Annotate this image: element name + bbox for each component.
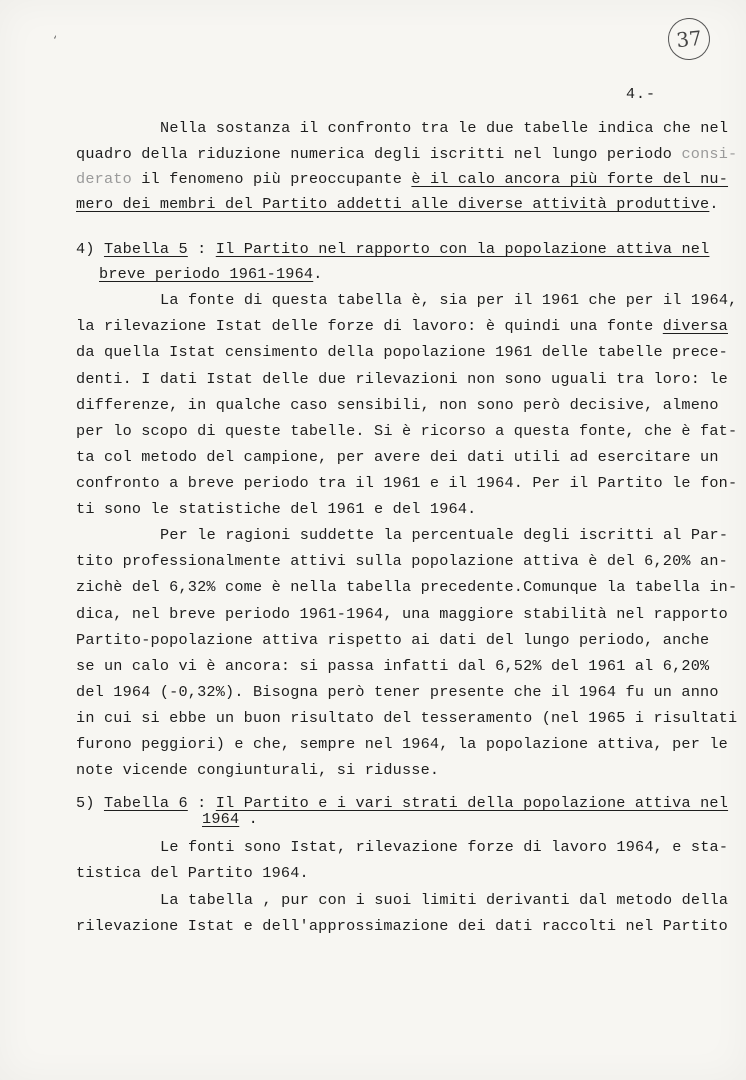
text-line: zichè del 6,32% come è nella tabella precedente.Comunque la tabella in- bbox=[76, 578, 738, 596]
text-line: Le fonti sono Istat, rilevazione forze di lavoro 1964, e sta- bbox=[160, 838, 729, 856]
page-number: 4.- bbox=[626, 86, 657, 103]
text-line: tito professionalmente attivi sulla popolazione attiva è del 6,20% an- bbox=[76, 552, 728, 570]
text-line: dica, nel breve periodo 1961-1964, una maggiore stabilità nel rapporto bbox=[76, 605, 728, 623]
text-line: La fonte di questa tabella è, sia per il 1961 che per il 1964, bbox=[160, 291, 738, 309]
text-line: la rilevazione Istat delle forze di lavoro: è quindi una fonte diversa bbox=[76, 317, 728, 335]
text-line: furono peggiori) e che, sempre nel 1964, la popolazione attiva, per le bbox=[76, 735, 728, 753]
text-line: La tabella , pur con i suoi limiti derivanti dal metodo della bbox=[160, 891, 729, 909]
text-line: derato il fenomeno più preoccupante è il calo ancora più forte del nu- bbox=[76, 170, 729, 188]
text-line: denti. I dati Istat delle due rilevazioni non sono uguali tra loro: le bbox=[76, 370, 728, 388]
section-heading-cont: breve periodo 1961-1964. bbox=[99, 265, 323, 283]
text-line: se un calo vi è ancora: si passa infatti dal 6,52% del 1961 al 6,20% bbox=[76, 657, 710, 675]
text-line: tistica del Partito 1964. bbox=[76, 864, 309, 882]
text-line: ta col metodo del campione, per avere dei dati utili ad esercitare un bbox=[76, 448, 719, 466]
text-line: Per le ragioni suddette la percentuale degli iscritti al Par- bbox=[160, 526, 729, 544]
text-line: in cui si ebbe un buon risultato del tesseramento (nel 1965 i risultati bbox=[76, 709, 738, 727]
page-stamp: 37 bbox=[666, 16, 712, 62]
ink-mark: ‘ bbox=[52, 36, 59, 47]
text-line: da quella Istat censimento della popolazione 1961 delle tabelle prece- bbox=[76, 343, 728, 361]
text-line: note vicende congiunturali, si ridusse. bbox=[76, 761, 440, 779]
text-line: del 1964 (-0,32%). Bisogna però tener presente che il 1964 fu un anno bbox=[76, 683, 719, 701]
text-line: Nella sostanza il confronto tra le due tabelle indica che nel bbox=[160, 119, 729, 137]
section-heading-cont: 1964 . bbox=[202, 810, 258, 828]
text-line: ti sono le statistiche del 1961 e del 1964. bbox=[76, 500, 477, 518]
text-line: differenze, in qualche caso sensibili, non sono però decisive, almeno bbox=[76, 396, 719, 414]
text-line: mero dei membri del Partito addetti alle diverse attività produttive. bbox=[76, 195, 719, 213]
section-heading: 5) Tabella 6 : Il Partito e i vari strati della popolazione attiva nel bbox=[76, 794, 729, 812]
text-line: Partito-popolazione attiva rispetto ai dati del lungo periodo, anche bbox=[76, 631, 710, 649]
text-line: rilevazione Istat e dell'approssimazione dei dati raccolti nel Partito bbox=[76, 917, 728, 935]
text-line: confronto a breve periodo tra il 1961 e il 1964. Per il Partito le fon- bbox=[76, 474, 738, 492]
section-heading: 4) Tabella 5 : Il Partito nel rapporto con la popolazione attiva nel bbox=[76, 240, 710, 258]
text-line: per lo scopo di queste tabelle. Si è ricorso a questa fonte, che è fat- bbox=[76, 422, 738, 440]
text-line: quadro della riduzione numerica degli iscritti nel lungo periodo consi- bbox=[76, 145, 738, 163]
